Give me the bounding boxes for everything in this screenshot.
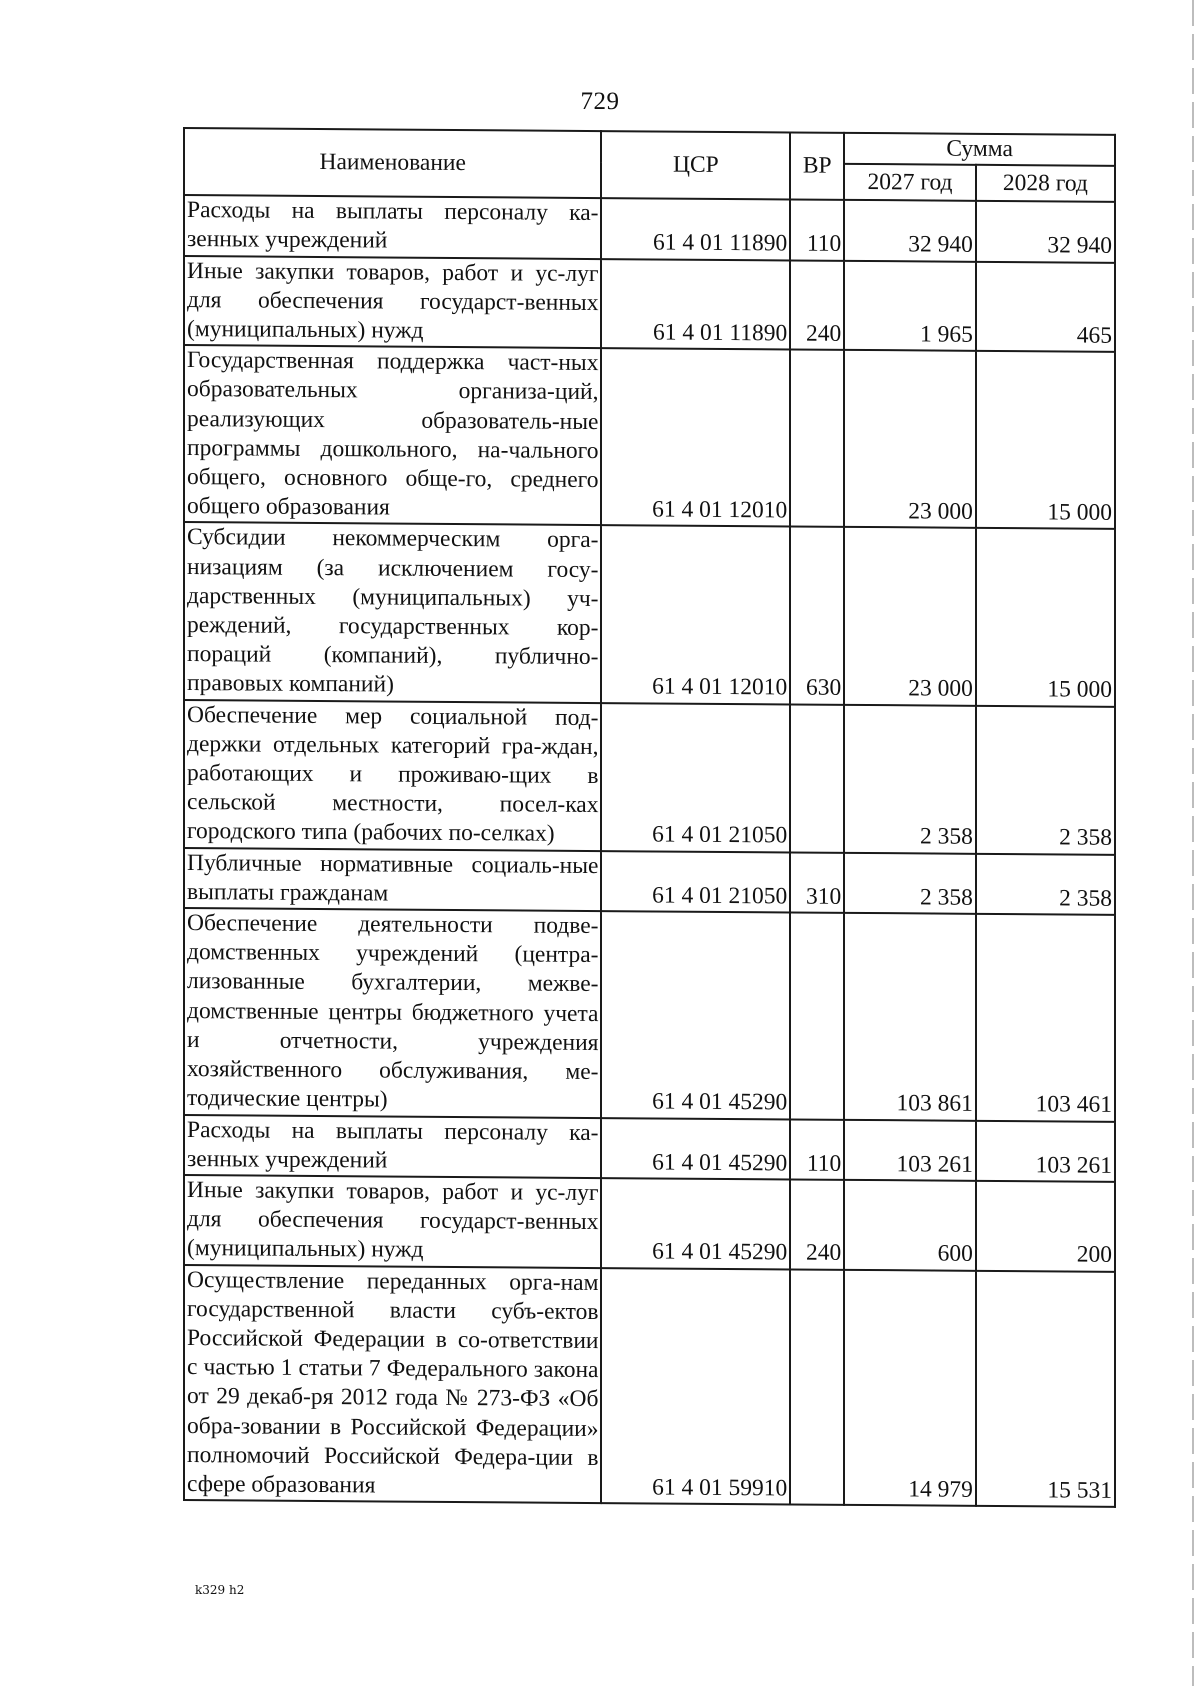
header-vr: ВР: [790, 132, 844, 200]
row-csr: 61 4 01 45290: [601, 1178, 790, 1269]
row-vr: 110: [790, 1119, 844, 1180]
table-row: [184, 522, 1115, 706]
row-vr: [790, 913, 844, 1120]
row-name: Расходы на выплаты персоналу ка-зенных учреждений: [184, 195, 601, 258]
row-amount-2027: 103 261: [844, 1119, 976, 1180]
row-name: Государственная поддержка част-ных образовательных организа-ций, реализующих образователь-ные программы дошкольного, на-чального общего, основного обще-го, среднего общего образования: [184, 345, 601, 525]
row-amount-2028: 32 940: [976, 201, 1115, 262]
table-row: [184, 1175, 1115, 1271]
row-amount-2027: 32 940: [844, 200, 976, 261]
row-amount-2027: 2 358: [844, 705, 976, 854]
row-csr: 61 4 01 45290: [601, 1118, 790, 1180]
row-amount-2027: 103 861: [844, 913, 976, 1120]
footer-document-code: k329 h2: [195, 1583, 245, 1597]
budget-table: [183, 127, 1116, 1508]
row-amount-2028: 2 358: [976, 853, 1115, 914]
row-name: Обеспечение деятельности подве-домственных учреждений (центра-лизованные бухгалтерии, межве-домственные центры бюджетного учета и отчетности, учреждения хозяйственного обслуживания, ме-тодические центры): [184, 908, 601, 1117]
header-sum: Сумма: [844, 133, 1115, 166]
row-amount-2028: 103 461: [976, 914, 1115, 1121]
row-name: Расходы на выплаты персоналу ка-зенных учреждений: [184, 1115, 601, 1178]
table-row: [184, 700, 1115, 855]
row-csr: 61 4 01 59910: [601, 1268, 790, 1505]
table-row: [184, 345, 1115, 529]
row-amount-2027: 1 965: [844, 260, 976, 351]
header-year-2027: 2027 год: [844, 164, 976, 201]
scan-edge-mark: [1192, 0, 1194, 1686]
table-row: [184, 1115, 1115, 1182]
row-amount-2027: 23 000: [844, 350, 976, 528]
row-name: Осуществление переданных орга-нам государственной власти субъ-ектов Российской Федерации в со-ответствии с частью 1 статьи 7 Федерального закона от 29 декаб-ря 2012 года № 273-ФЗ «Об обра-зовании в Российской Федерации» полномочий Российской Федера-ции в сфере образования: [184, 1265, 601, 1504]
row-name: Публичные нормативные социаль-ные выплаты гражданам: [184, 848, 601, 911]
row-vr: 630: [790, 527, 844, 705]
row-amount-2028: 103 261: [976, 1120, 1115, 1181]
row-csr: 61 4 01 21050: [601, 851, 790, 913]
row-csr: 61 4 01 11890: [601, 198, 790, 260]
row-vr: [790, 350, 844, 528]
row-csr: 61 4 01 21050: [601, 703, 790, 852]
row-name: Иные закупки товаров, работ и ус-луг для обеспечения государст-венных (муниципальных) нужд: [184, 256, 601, 349]
row-vr: 240: [790, 1179, 844, 1269]
row-amount-2027: 2 358: [844, 853, 976, 914]
page-number: 729: [580, 88, 620, 115]
row-name: Иные закупки товаров, работ и ус-луг для обеспечения государст-венных (муниципальных) нужд: [184, 1175, 601, 1268]
header-year-2028: 2028 год: [976, 165, 1115, 202]
table-row: [184, 908, 1115, 1121]
table-row: [184, 848, 1115, 915]
table-row: [184, 195, 1115, 262]
header-row-top: [184, 128, 1115, 166]
row-csr: 61 4 01 12010: [601, 526, 790, 705]
header-csr: ЦСР: [601, 131, 790, 200]
row-name: Субсидии некоммерческим орга-низациям (за исключением госу-дарственных (муниципальных) уч-реждений, государственных кор-пораций (компаний), публично-правовых компаний): [184, 522, 601, 702]
row-amount-2028: 200: [976, 1181, 1115, 1272]
row-amount-2028: 15 000: [976, 351, 1115, 529]
header-name: Наименование: [184, 128, 601, 198]
row-amount-2028: 465: [976, 261, 1115, 352]
row-vr: 110: [790, 200, 844, 261]
row-name: Обеспечение мер социальной под-держки отдельных категорий гра-ждан, работающих и проживаю-щих в сельской местности, посел-ках городского типа (рабочих по-селках): [184, 700, 601, 851]
row-vr: [790, 1269, 844, 1505]
row-amount-2027: 600: [844, 1180, 976, 1271]
row-csr: 61 4 01 45290: [601, 911, 790, 1119]
table-row: [184, 256, 1115, 352]
row-csr: 61 4 01 11890: [601, 259, 790, 350]
row-amount-2027: 23 000: [844, 527, 976, 705]
row-csr: 61 4 01 12010: [601, 348, 790, 527]
row-amount-2028: 15 531: [976, 1270, 1115, 1507]
table-row: [184, 1265, 1115, 1507]
row-vr: 310: [790, 852, 844, 913]
row-amount-2028: 15 000: [976, 528, 1115, 706]
row-amount-2027: 14 979: [844, 1269, 976, 1506]
row-amount-2028: 2 358: [976, 705, 1115, 854]
row-vr: 240: [790, 260, 844, 350]
row-vr: [790, 704, 844, 852]
